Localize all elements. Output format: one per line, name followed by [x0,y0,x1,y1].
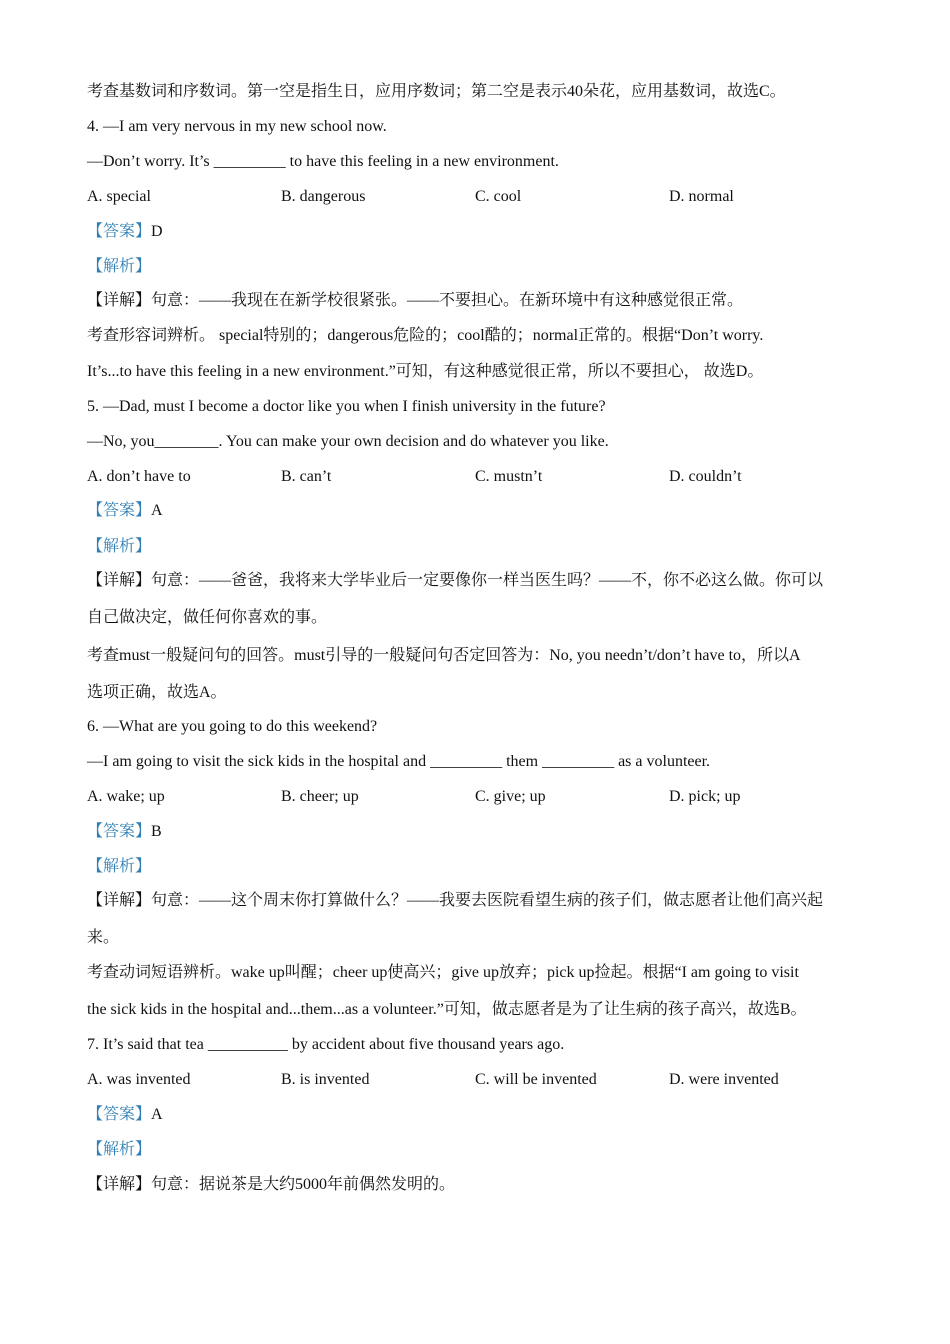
q5-option-b: B. can’t [281,468,332,485]
q6-answer-value: B [151,823,162,840]
q5-option-a: A. don’t have to [87,468,191,485]
q4-option-d: D. normal [669,188,734,205]
q5-detail-2: 自己做决定，做任何你喜欢的事。 [87,609,328,626]
q7-option-c: C. will be invented [475,1071,597,1088]
q6-answer-tag: 【答案】 [87,823,152,840]
q6-stem-2: —I am going to visit the sick kids in the hospital and _________ them _________ as a volunteer. [87,753,711,770]
q7-option-a: A. was invented [87,1071,191,1088]
q5-detail-1: 【详解】句意：——爸爸，我将来大学毕业后一定要像你一样当医生吗？——不，你不必这么做。你可以 [87,572,824,589]
q4-option-c: C. cool [475,188,522,205]
q5-detail-4: 选项正确，故选A。 [87,684,227,701]
q6-option-d: D. pick; up [669,788,741,805]
q6-stem-1: 6. —What are you going to do this weekend? [87,718,378,735]
q4-option-b: B. dangerous [281,188,366,205]
q7-answer [87,1105,163,1125]
q7-analysis-tag: 【解析】 [87,1141,152,1158]
q4-answer [87,222,163,242]
q4-answer-tag: 【答案】 [87,223,152,240]
intro-text: 考查基数词和序数词。第一空是指生日，应用序数词；第二空是表示40朵花，应用基数词，故选C。 [87,83,786,100]
q5-stem-2: —No, you________. You can make your own decision and do whatever you like. [87,433,609,450]
q4-answer-value: D [151,223,163,240]
q6-detail-2: 来。 [87,929,120,946]
q7-answer-value: A [151,1106,163,1123]
q6-detail-3: 考查动词短语辨析。wake up叫醒；cheer up使高兴；give up放弃；pick up捡起。根据“I am going to visit [87,964,799,981]
q6-option-c: C. give; up [475,788,546,805]
q5-option-c: C. mustn’t [475,468,543,485]
q6-analysis-tag: 【解析】 [87,858,152,875]
q6-option-b: B. cheer; up [281,788,359,805]
q5-stem-1: 5. —Dad, must I become a doctor like you when I finish university in the future? [87,398,606,415]
q5-answer [87,501,163,521]
q4-option-a: A. special [87,188,151,205]
q5-answer-tag: 【答案】 [87,502,152,519]
q5-analysis-tag: 【解析】 [87,538,152,555]
q6-detail-4: the sick kids in the hospital and...them...as a volunteer.”可知，做志愿者是为了让生病的孩子高兴，故选B。 [87,1001,807,1018]
q5-answer-value: A [151,502,163,519]
q7-option-b: B. is invented [281,1071,370,1088]
q4-stem-1: 4. —I am very nervous in my new school now. [87,118,387,135]
q6-option-a: A. wake; up [87,788,165,805]
q7-detail-1: 【详解】句意：据说茶是大约5000年前偶然发明的。 [87,1176,456,1193]
q4-detail-1: 【详解】句意：——我现在在新学校很紧张。——不要担心。在新环境中有这种感觉很正常。 [87,292,744,309]
q4-analysis-tag: 【解析】 [87,258,152,275]
q7-option-d: D. were invented [669,1071,779,1088]
q6-answer [87,822,162,842]
q5-option-d: D. couldn’t [669,468,742,485]
q4-detail-2: 考查形容词辨析。 special特别的；dangerous危险的；cool酷的；normal正常的。根据“Don’t worry. [87,327,764,344]
q7-answer-tag: 【答案】 [87,1106,152,1123]
q7-stem-1: 7. It’s said that tea __________ by accident about five thousand years ago. [87,1036,565,1053]
q5-detail-3: 考查must一般疑问句的回答。must引导的一般疑问句否定回答为：No, you needn’t/don’t have to，所以A [87,647,801,664]
q4-stem-2: —Don’t worry. It’s _________ to have this feeling in a new environment. [87,153,559,170]
q4-detail-3: It’s...to have this feeling in a new environment.”可知，有这种感觉很正常，所以不要担心， 故选D。 [87,363,764,380]
q6-detail-1: 【详解】句意：——这个周末你打算做什么？——我要去医院看望生病的孩子们，做志愿者让他们高兴起 [87,892,824,909]
